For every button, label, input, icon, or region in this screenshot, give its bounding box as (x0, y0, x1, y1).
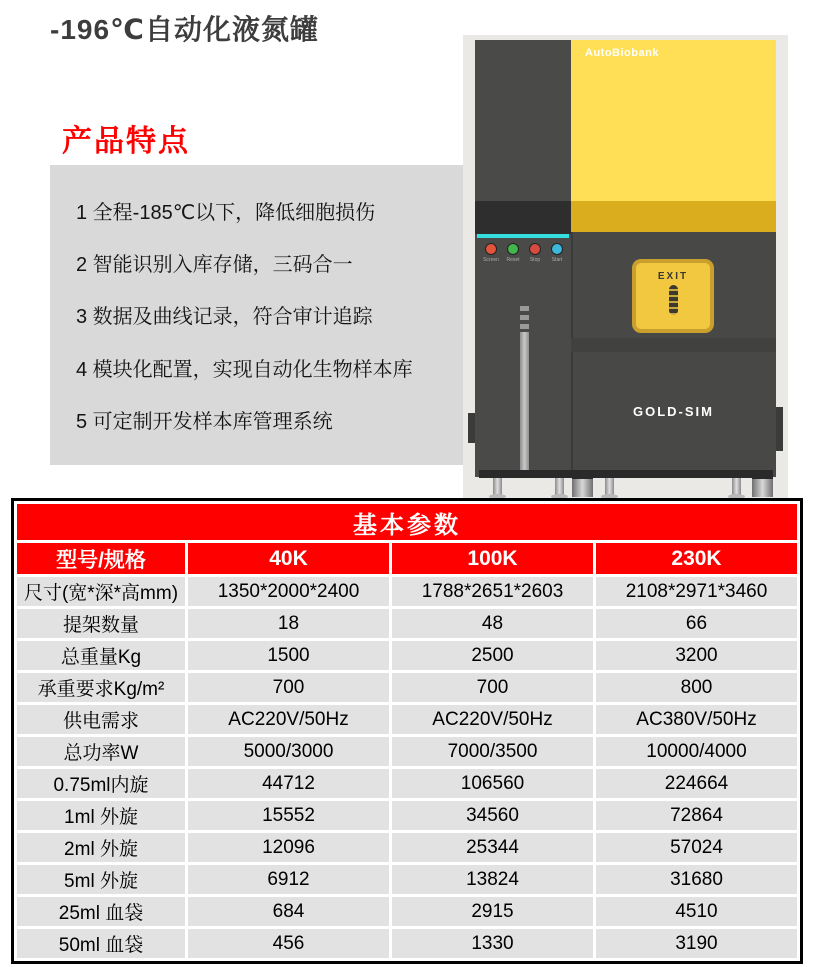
spec-label-cell: 2ml 外旋 (17, 833, 185, 862)
spec-value-cell: AC380V/50Hz (596, 705, 797, 734)
machine-yellow-panel (571, 40, 776, 201)
spec-label-cell: 提架数量 (17, 609, 185, 638)
spec-value-cell: 106560 (392, 769, 593, 798)
model-name-label: GOLD-SIM (633, 404, 714, 419)
page-title: -196℃自动化液氮罐 (50, 14, 319, 45)
handle-dash (520, 315, 529, 320)
spec-label-cell: 0.75ml内旋 (17, 769, 185, 798)
column-header-100k: 100K (392, 543, 593, 574)
screen-button-icon (485, 243, 497, 255)
machine-button-screen (481, 243, 501, 269)
machine-body-seam (571, 338, 776, 352)
table-row (17, 865, 797, 894)
spec-value-cell: 66 (596, 609, 797, 638)
start-button-icon (551, 243, 563, 255)
spec-value-cell: 456 (188, 929, 389, 958)
spec-value-cell: 5000/3000 (188, 737, 389, 766)
spec-value-cell: 1330 (392, 929, 593, 958)
table-title-row (17, 504, 797, 540)
spec-value-cell: 700 (392, 673, 593, 702)
spec-value-cell: 13824 (392, 865, 593, 894)
spec-value-cell: 2915 (392, 897, 593, 926)
spec-value-cell: 44712 (188, 769, 389, 798)
exit-label: EXIT (657, 271, 689, 282)
spec-label-cell: 25ml 血袋 (17, 897, 185, 926)
machine-button-label: Screen (483, 257, 499, 263)
machine-right-tab (775, 407, 783, 451)
feature-item: 4 模块化配置，实现自动化生物样本库 (76, 358, 413, 381)
column-header-230k: 230K (596, 543, 797, 574)
spec-value-cell: 4510 (596, 897, 797, 926)
table-title: 基本参数 (17, 504, 797, 540)
spec-value-cell: 2108*2971*3460 (596, 577, 797, 606)
exit-hatch (632, 259, 714, 333)
machine-foot-cylinder (572, 476, 593, 497)
spec-value-cell: 3200 (596, 641, 797, 670)
spec-label-cell: 5ml 外旋 (17, 865, 185, 894)
spec-value-cell: 72864 (596, 801, 797, 830)
spec-value-cell: 2500 (392, 641, 593, 670)
spec-value-cell: 48 (392, 609, 593, 638)
cryotube-icon (669, 285, 678, 315)
table-row (17, 929, 797, 958)
spec-value-cell: 3190 (596, 929, 797, 958)
machine-button-row (481, 243, 567, 269)
table-row (17, 577, 797, 606)
spec-value-cell: 25344 (392, 833, 593, 862)
spec-label-cell: 总功率W (17, 737, 185, 766)
machine-foot-cylinder (752, 476, 773, 497)
machine-button-label: Reset (506, 257, 520, 263)
column-header-model: 型号/规格 (17, 543, 185, 574)
spec-table (11, 498, 803, 964)
stop-button-icon (529, 243, 541, 255)
spec-value-cell: 800 (596, 673, 797, 702)
spec-value-cell: 31680 (596, 865, 797, 894)
machine-button-stop (525, 243, 545, 269)
spec-value-cell: 34560 (392, 801, 593, 830)
machine-button-label: Start (551, 257, 563, 263)
handle-dash (520, 324, 529, 329)
spec-value-cell: 1788*2651*2603 (392, 577, 593, 606)
spec-value-cell: 18 (188, 609, 389, 638)
spec-value-cell: AC220V/50Hz (392, 705, 593, 734)
machine-base (479, 470, 773, 478)
spec-value-cell: 12096 (188, 833, 389, 862)
spec-value-cell: 15552 (188, 801, 389, 830)
table-row (17, 609, 797, 638)
product-photo (463, 35, 788, 499)
brand-label: AutoBiobank (585, 47, 659, 59)
features-heading: 产品特点 (62, 125, 190, 158)
spec-label-cell: 总重量Kg (17, 641, 185, 670)
feature-item: 2 智能识别入库存储，三码合一 (76, 254, 353, 277)
machine-tower-dark-band (475, 201, 571, 234)
table-row (17, 705, 797, 734)
table-row (17, 673, 797, 702)
table-row (17, 833, 797, 862)
spec-value-cell: 1500 (188, 641, 389, 670)
spec-value-cell: 10000/4000 (596, 737, 797, 766)
spec-label-cell: 承重要求Kg/m² (17, 673, 185, 702)
machine-button-reset (503, 243, 523, 269)
spec-value-cell: 1350*2000*2400 (188, 577, 389, 606)
spec-value-cell: 224664 (596, 769, 797, 798)
spec-label-cell: 50ml 血袋 (17, 929, 185, 958)
spec-value-cell: 700 (188, 673, 389, 702)
table-row (17, 897, 797, 926)
feature-item: 5 可定制开发样本库管理系统 (76, 410, 333, 433)
table-row (17, 769, 797, 798)
table-row (17, 801, 797, 830)
spec-value-cell: 7000/3500 (392, 737, 593, 766)
feature-item: 3 数据及曲线记录，符合审计追踪 (76, 306, 373, 329)
machine-door-handle (520, 332, 529, 472)
spec-value-cell: 6912 (188, 865, 389, 894)
machine-button-label: Stop (529, 257, 541, 263)
spec-value-cell: 57024 (596, 833, 797, 862)
machine-button-start (547, 243, 567, 269)
column-header-40k: 40K (188, 543, 389, 574)
table-body (17, 577, 797, 958)
reset-button-icon (507, 243, 519, 255)
machine-cyan-strip (477, 234, 569, 238)
table-row (17, 641, 797, 670)
feature-item: 1 全程-185℃以下，降低细胞损伤 (76, 202, 376, 225)
spec-value-cell: 684 (188, 897, 389, 926)
spec-label-cell: 尺寸(宽*深*高mm) (17, 577, 185, 606)
features-box (50, 165, 466, 465)
spec-label-cell: 供电需求 (17, 705, 185, 734)
spec-label-cell: 1ml 外旋 (17, 801, 185, 830)
machine-yellow-strip (571, 201, 776, 232)
table-header-row (17, 543, 797, 574)
table-row (17, 737, 797, 766)
spec-value-cell: AC220V/50Hz (188, 705, 389, 734)
handle-dash (520, 306, 529, 311)
